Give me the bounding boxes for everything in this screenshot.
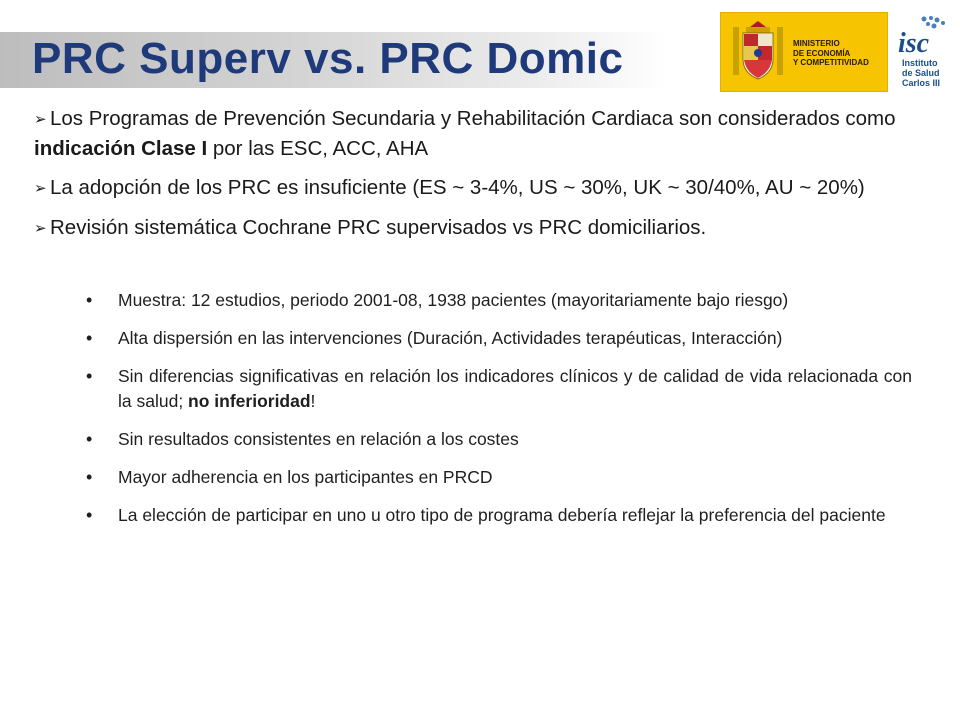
main-bullet-list [34, 104, 924, 253]
isciii-line: Instituto [902, 58, 938, 68]
isciii-line: de Salud [902, 68, 940, 78]
bullet-text: Sin resultados consistentes en relación a los costes [118, 429, 519, 449]
sub-bullet-item [86, 427, 912, 452]
ministerio-line: DE ECONOMÍA [793, 48, 851, 58]
sub-bullet-item [86, 503, 912, 528]
ministerio-text [793, 39, 869, 68]
bullet-text-bold: no inferioridad [188, 391, 311, 411]
sub-bullet-item [86, 326, 912, 351]
coat-of-arms-icon [729, 19, 787, 85]
bullet-dot-icon: • [86, 505, 93, 525]
ministerio-logo [720, 12, 888, 92]
bullet-dot-icon: • [86, 290, 93, 310]
arrow-bullet-icon: ➢ [34, 180, 47, 197]
bullet-text: Sin diferencias significativas en relación los indicadores clínicos y de calidad de vida relacionada con la salud; [118, 366, 912, 411]
sub-bullet-item [86, 288, 912, 313]
bullet-text: por las ESC, ACC, AHA [207, 137, 429, 160]
sub-bullet-item [86, 465, 912, 490]
bullet-dot-icon: • [86, 328, 93, 348]
sub-bullet-list [86, 288, 912, 541]
ministerio-line: MINISTERIO [793, 39, 840, 48]
arrow-bullet-icon: ➢ [34, 111, 47, 128]
main-bullet-item [34, 213, 924, 243]
sub-bullet-item [86, 364, 912, 414]
isciii-text [902, 58, 940, 88]
bullet-text: Muestra: 12 estudios, periodo 2001-08, 1938 pacientes (mayoritariamente bajo riesgo) [118, 290, 789, 310]
bullet-dot-icon: • [86, 366, 93, 386]
isciii-mark-icon [894, 14, 954, 58]
bullet-text-bold: indicación Clase I [34, 137, 208, 160]
bullet-text: Los Programas de Prevención Secundaria y Rehabilitación Cardiaca son considerados como [50, 107, 896, 130]
bullet-dot-icon: • [86, 429, 93, 449]
bullet-text: La elección de participar en uno u otro tipo de programa debería reflejar la preferencia del paciente [118, 505, 886, 525]
bullet-text: ! [310, 391, 316, 411]
arrow-bullet-icon: ➢ [34, 220, 47, 237]
isciii-logo [894, 14, 958, 94]
bullet-text: Revisión sistemática Cochrane PRC supervisados vs PRC domiciliarios. [50, 216, 707, 239]
page-title: PRC Superv vs. PRC Domic [32, 34, 624, 83]
bullet-text: Alta dispersión en las intervenciones (Duración, Actividades terapéuticas, Interacción) [118, 328, 783, 348]
bullet-text: Mayor adherencia en los participantes en PRCD [118, 467, 493, 487]
main-bullet-item [34, 104, 924, 163]
isciii-mark-text: isc [898, 28, 930, 58]
isciii-line: Carlos III [902, 78, 941, 88]
bullet-dot-icon: • [86, 467, 93, 487]
ministerio-line: Y COMPETITIVIDAD [793, 58, 869, 67]
main-bullet-item [34, 173, 924, 203]
bullet-text: La adopción de los PRC es insuficiente (ES ~ 3-4%, US ~ 30%, UK ~ 30/40%, AU ~ 20%) [50, 176, 865, 199]
